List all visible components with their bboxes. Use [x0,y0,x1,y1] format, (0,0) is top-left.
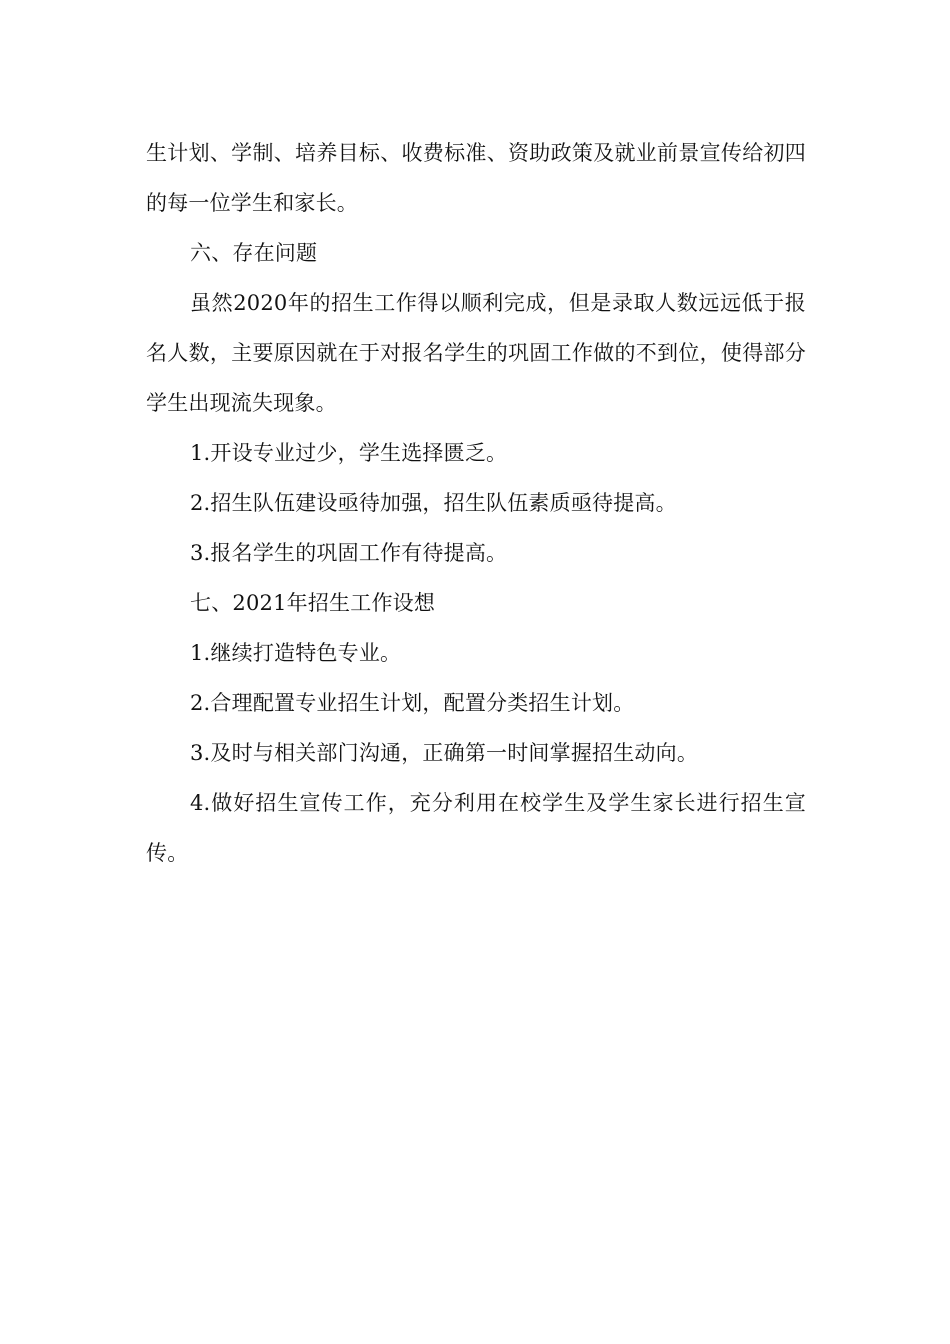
section-heading-plans: 七、2021年招生工作设想 [190,591,436,615]
list-item-problem-3: 3.报名学生的巩固工作有待提高。 [190,541,508,565]
paragraph-continuation: 生计划、学制、培养目标、收费标准、资助政策及就业前景宣传给初四的每一位学生和家长。 [146,141,806,215]
section-heading-problems: 六、存在问题 [190,241,318,265]
list-item-plan-3: 3.及时与相关部门沟通，正确第一时间掌握招生动向。 [190,741,699,765]
paragraph-problems-summary: 虽然2020年的招生工作得以顺利完成，但是录取人数远远低于报名人数，主要原因就在于对报名学生的巩固工作做的不到位，使得部分学生出现流失现象。 [146,291,806,415]
list-item-plan-4: 4.做好招生宣传工作，充分利用在校学生及学生家长进行招生宣传。 [146,791,806,865]
list-item-problem-2: 2.招生队伍建设亟待加强，招生队伍素质亟待提高。 [190,491,677,515]
list-item-plan-1: 1.继续打造特色专业。 [190,641,402,665]
list-item-plan-2: 2.合理配置专业招生计划，配置分类招生计划。 [190,691,635,715]
document-body [146,128,806,878]
list-item-problem-1: 1.开设专业过少，学生选择匮乏。 [190,441,508,465]
